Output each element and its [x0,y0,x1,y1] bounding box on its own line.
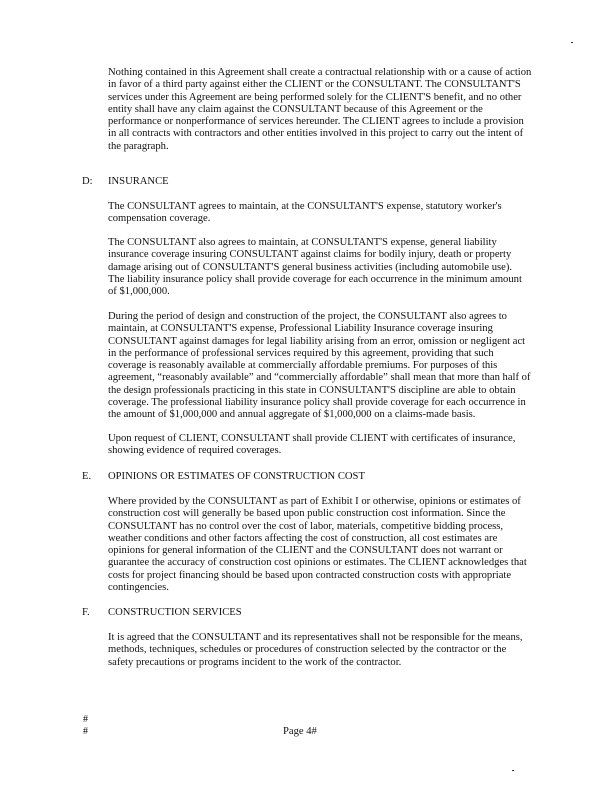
text-line: damage arising out of CONSULTANT'S general business activities (including automobile use). [108,261,513,273]
text-line: in all contracts with contractors and other entities involved in this project to carry out the intent of [108,128,524,140]
text-line: CONSULTANT has no control over the cost of labor, materials, competitive bidding process, [108,520,504,532]
text-line: guarantee the accuracy of construction cost opinions or estimates. The CLIENT acknowledges that [108,557,527,569]
section-heading: OPINIONS OR ESTIMATES OF CONSTRUCTION COST [108,471,365,482]
text-line: the amount of $1,000,000 and annual aggregate of $1,000,000 on a claims-made basis. [108,409,476,420]
text-line: It is agreed that the CONSULTANT and its representatives shall not be responsible for the means, [108,632,523,643]
paragraph [108,496,548,594]
text-line: performance or nonperformance of services hereunder. The CLIENT agrees to include a provision [108,116,524,127]
text-line: services under this Agreement are being performed solely for the CLIENT'S benefit, and no other [108,91,522,103]
text-line: entity shall have any claim against the CONSULTANT because of this Agreement or the [108,103,483,115]
text-line: of $1,000,000. [108,286,170,297]
text-line: coverage is reasonably available at commercially affordable premiums. For purposes of this [108,360,498,371]
text-line: coverage. The professional liability insurance policy shall provide coverage for each occurrence in [108,396,526,408]
text-line: in favor of a third party against either the CLIENT or the CONSULTANT. The CONSULTANT'S [108,79,521,91]
text-line: maintain, at CONSULTANT'S expense, Professional Liability Insurance coverage insuring [108,323,493,335]
page-number: Page 4# [283,726,317,737]
text-line: Upon request of CLIENT, CONSULTANT shall provide CLIENT with certificates of insurance, [108,433,516,444]
text-line: the paragraph. [108,140,169,152]
text-line: contingencies. [108,581,169,593]
text-line: CONSULTANT against damages for legal liability arising from an error, omission or negligent act [108,335,526,347]
paragraph [108,311,548,421]
text-line: construction cost will generally be based upon public construction cost information. Since the [108,508,506,520]
paragraph [108,433,548,458]
text-line: safety precautions or programs incident to the work of the contractor. [108,656,402,668]
text-line: The liability insurance policy shall provide coverage for each occurrence in the minimum amount [108,273,522,285]
footer-mark: # [83,726,88,737]
text-line: costs for project financing should be based upon contracted construction costs with appropriate [108,569,512,581]
section-label: D: [82,176,93,187]
text-line: Nothing contained in this Agreement shall create a contractual relationship with or a cause of action [108,67,532,78]
section-heading: INSURANCE [108,176,169,187]
text-line: weather conditions and other factors affecting the cost of construction, all cost estimates are [108,532,498,544]
text-line: showing evidence of required coverages. [108,445,282,457]
section-heading: CONSTRUCTION SERVICES [108,607,242,618]
scan-speck [571,42,573,43]
text-line: in the performance of professional services required by this agreement, providing that such [108,347,494,359]
text-line: Where provided by the CONSULTANT as part of Exhibit I or otherwise, opinions or estimates of [108,496,521,507]
text-line: The CONSULTANT agrees to maintain, at the CONSULTANT'S expense, statutory worker's [108,201,502,212]
text-line: insurance coverage insuring CONSULTANT against claims for bodily injury, death or property [108,249,512,261]
footer-mark: # [83,714,88,725]
paragraph [108,632,548,669]
text-line: compensation coverage. [108,213,211,225]
text-line: opinions for general information of the CLIENT and the CONSULTANT does not warrant or [108,545,503,556]
scan-speck [512,770,514,771]
text-line: methods, techniques, schedules or procedures of construction selected by the contractor or the [108,644,507,656]
text-line: agreement, “reasonably available” and “commercially affordable” shall mean that more than half of [108,372,531,384]
paragraph [108,67,548,153]
section-label: E. [82,471,92,482]
text-line: The CONSULTANT also agrees to maintain, at CONSULTANT'S expense, general liability [108,237,497,248]
paragraph [108,237,548,298]
text-line: During the period of design and construction of the project, the CONSULTANT also agrees to [108,311,507,322]
paragraph [108,201,548,226]
text-line: the design professionals practicing in this state in CONSULTANT'S discipline are able to obtain [108,384,516,396]
section-label: F. [82,607,90,618]
